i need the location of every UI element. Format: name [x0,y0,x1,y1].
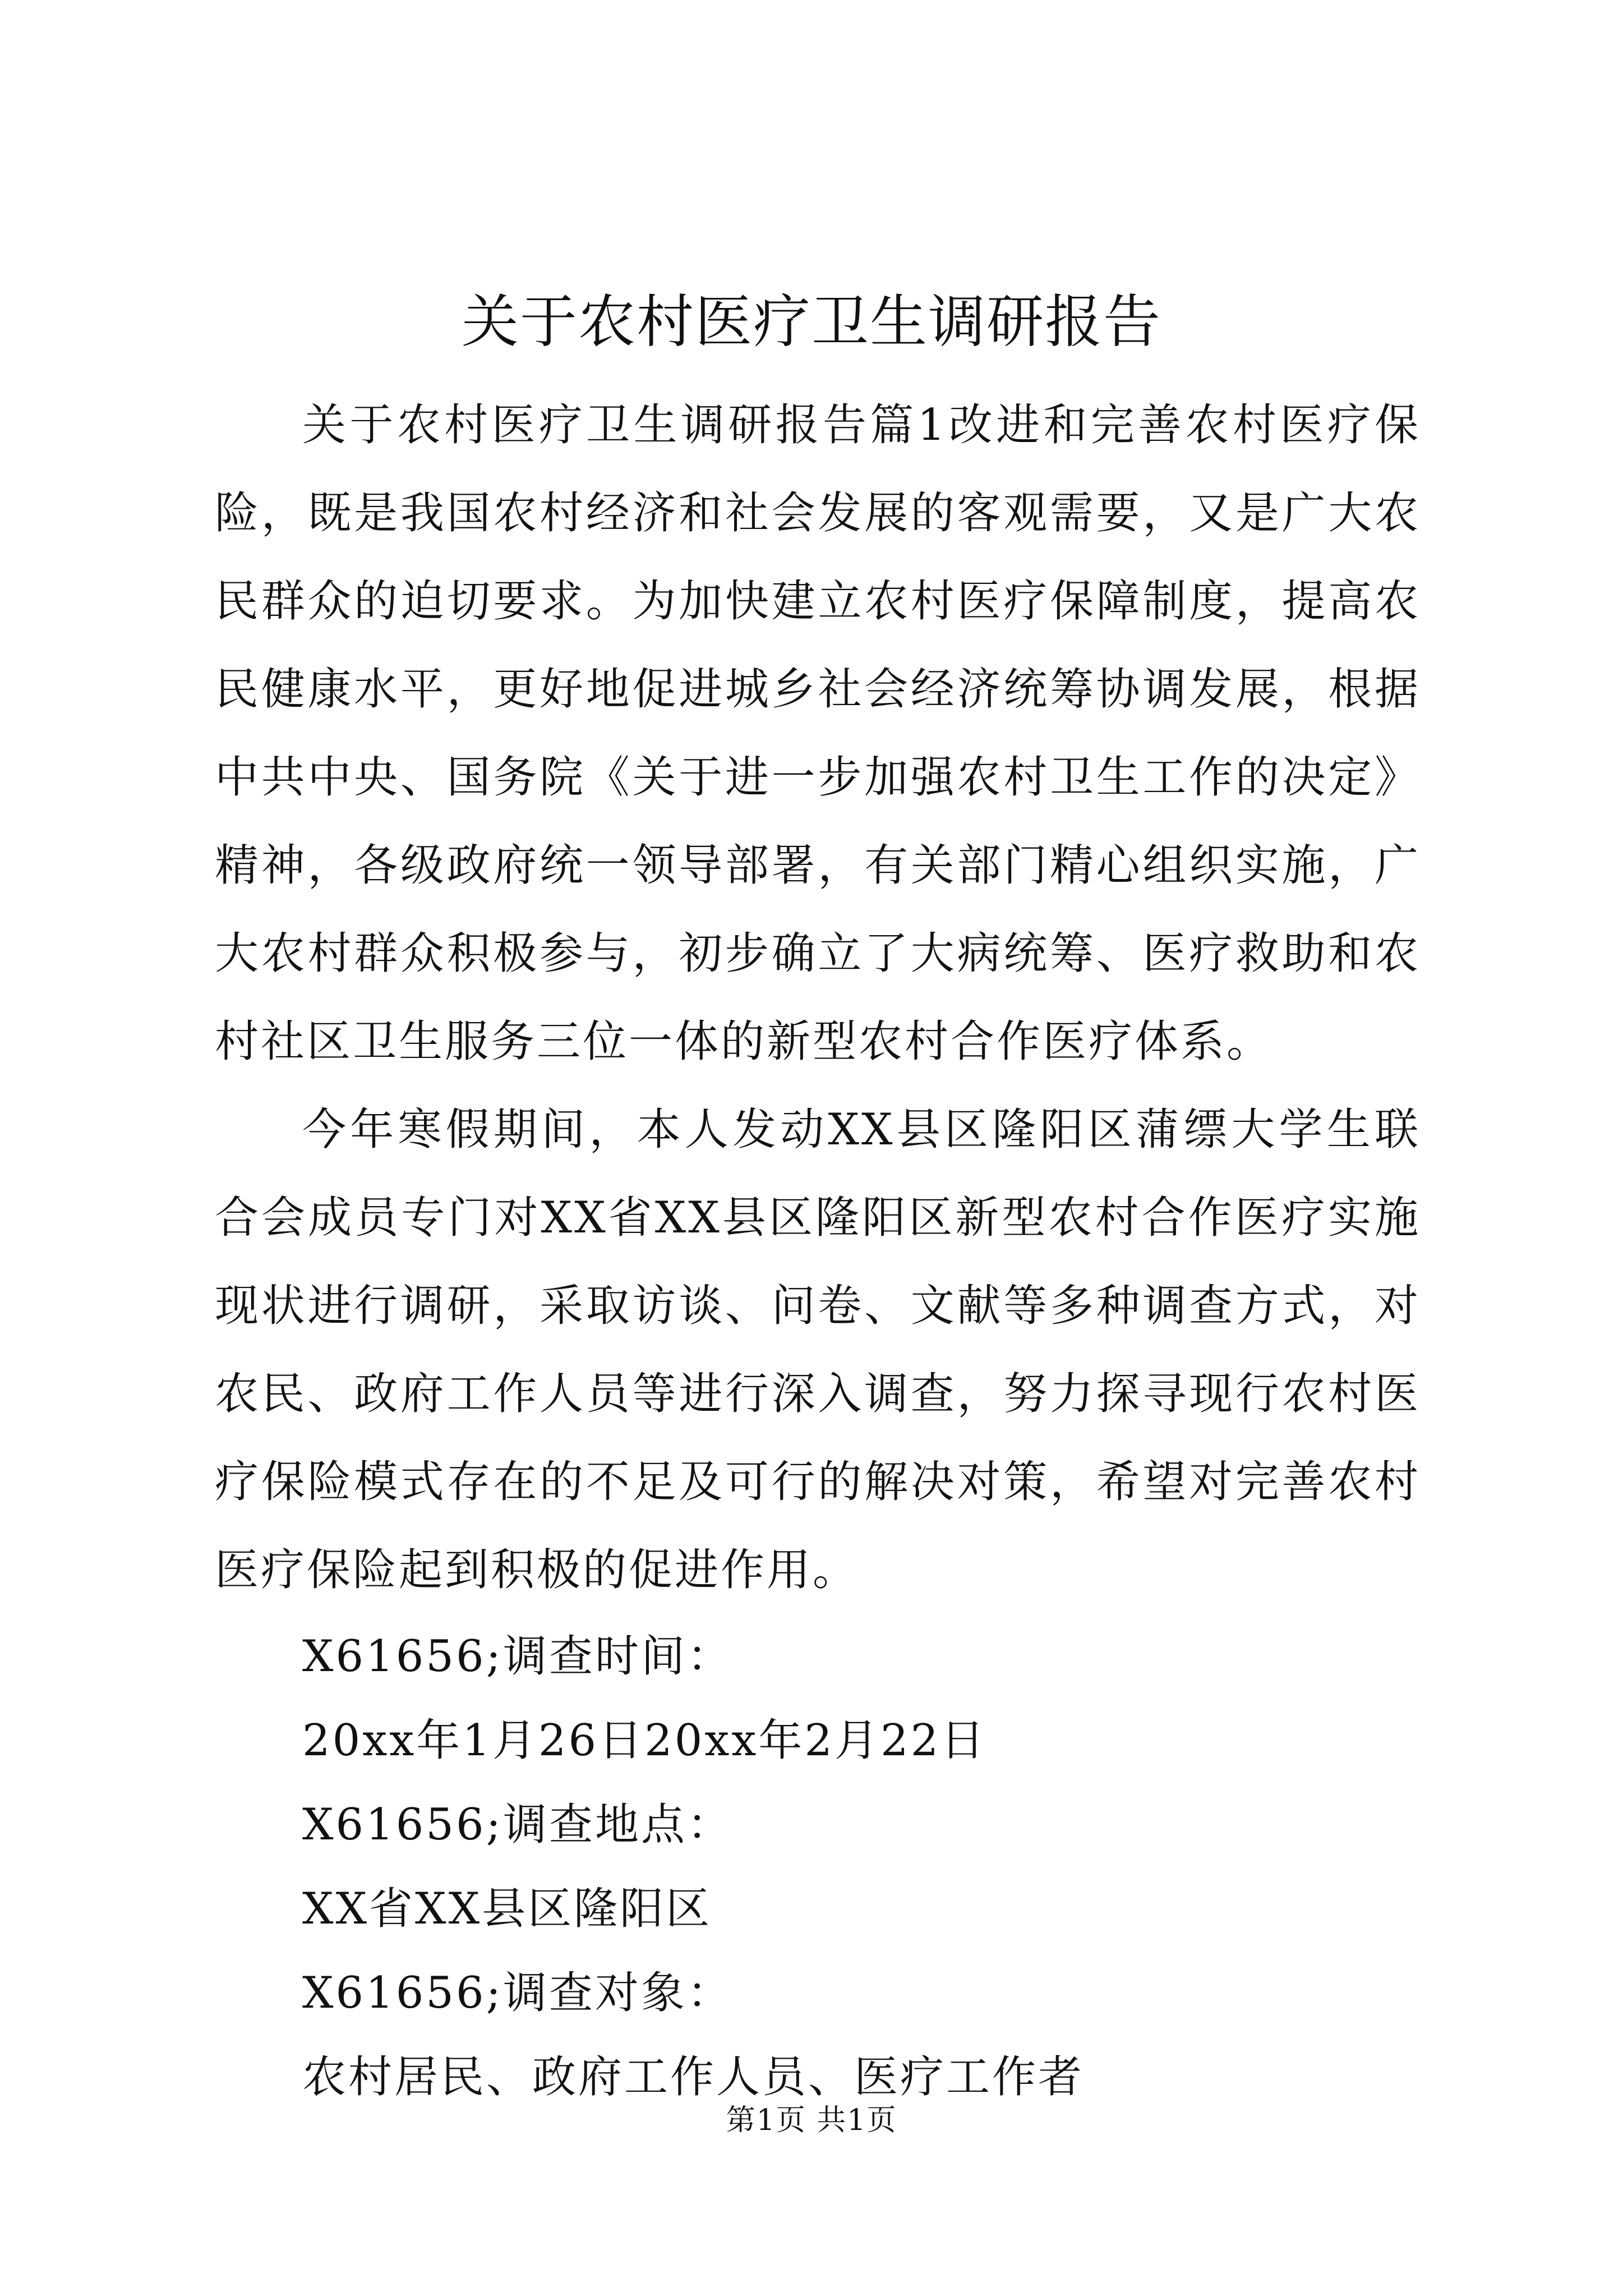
survey-place-value: XX省XX县区隆阳区 [302,1884,712,1934]
survey-time-value: 20xx年1月26日20xx年2月22日 [302,1715,987,1766]
survey-target-label: X61656;调查对象： [302,1968,733,2018]
page-indicator: 第1页 共1页 [726,2104,897,2137]
survey-time-label: X61656;调查时间： [302,1631,733,1682]
document-body [215,381,1421,2119]
document-title: 关于农村医疗卫生调研报告 [462,289,1161,356]
paragraph-intro: 关于农村医疗卫生调研报告篇1改进和完善农村医疗保险，既是我国农村经济和社会发展的客观需要，又是广大农民群众的迫切要求。为加快建立农村医疗保障制度，提高农民健康水平，更好地促进城乡社会经济统筹协调发展，根据中共中央、国务院《关于进一步加强农村卫生工作的决定》精神，各级政府统一领导部署，有关部门精心组织实施，广大农村群众积极参与，初步确立了大病统筹、医疗救助和农村社区卫生服务三位一体的新型农村合作医疗体系。 [215,400,1421,1067]
paragraph-survey-description: 今年寒假期间，本人发动XX县区隆阳区蒲缥大学生联合会成员专门对XX省XX县区隆阳区新型农村合作医疗实施现状进行调研，采取访谈、问卷、文献等多种调查方式，对农民、政府工作人员等进行深入调查，努力探寻现行农村医疗保险模式存在的不足及可行的解决对策，希望对完善农村医疗保险起到积极的促进作用。 [215,1105,1421,1595]
survey-target-value: 农村居民、政府工作人员、医疗工作者 [302,2052,1085,2102]
survey-place-label: X61656;调查地点： [302,1800,733,1850]
